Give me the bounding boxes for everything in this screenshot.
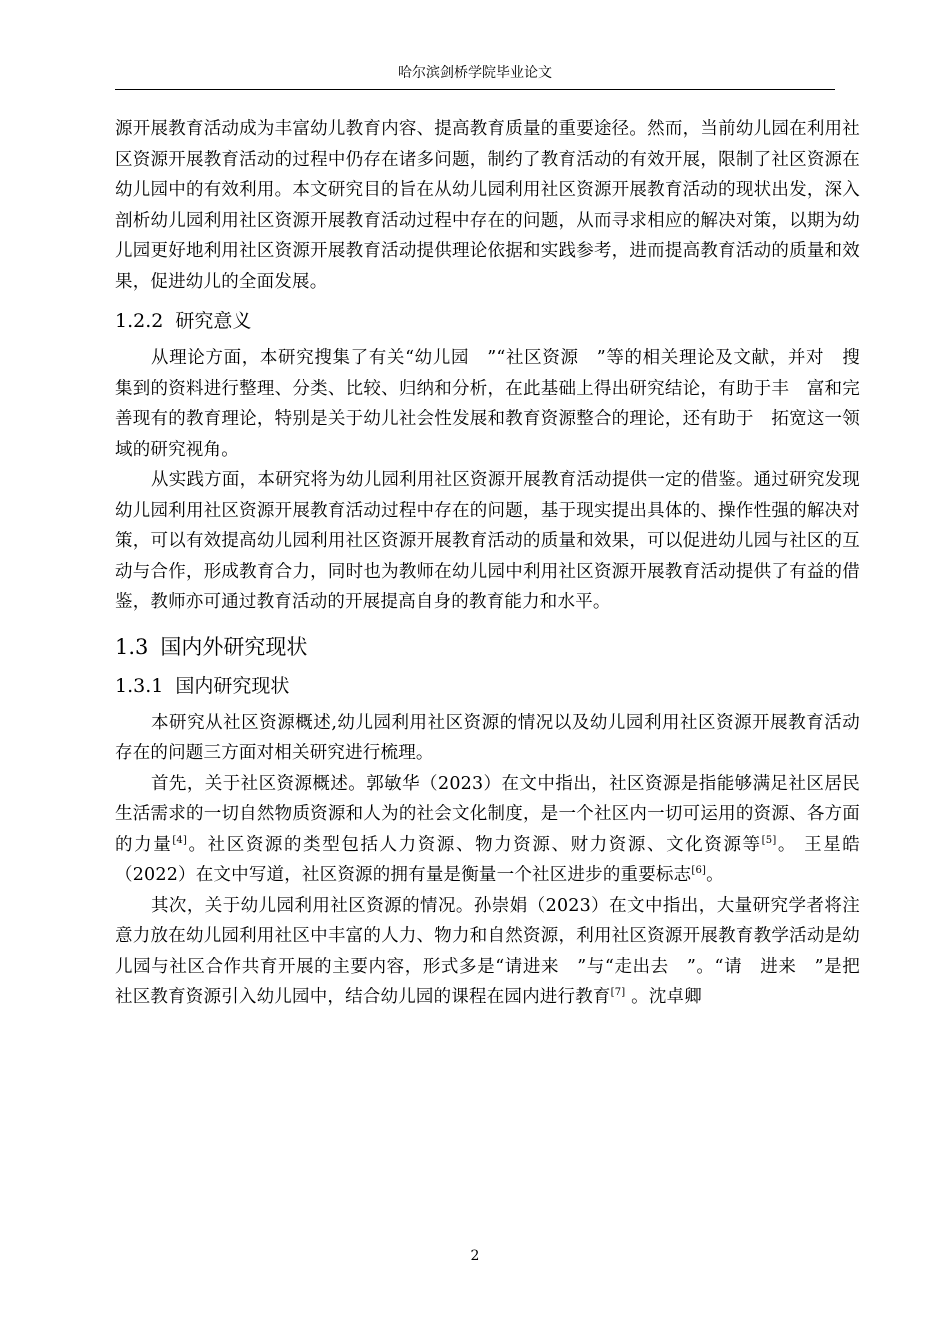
text-run: 。沈卓卿 — [625, 987, 702, 1007]
text-run: 。 — [706, 865, 724, 885]
paragraph-overview: 本研究从社区资源概述,幼儿园利用社区资源的情况以及幼儿园利用社区资源开展教育活动存在的问题三方面对相关研究进行梳理。 — [115, 712, 860, 763]
heading-number: 1.3 — [115, 634, 149, 659]
paragraph-first — [115, 769, 860, 891]
heading-number: 1.3.1 — [115, 674, 164, 697]
citation-6: [6] — [691, 865, 707, 877]
paragraph-theory: 从理论方面，本研究搜集了有关“幼儿园 ”“社区资源 ”等的相关理论及文献，并对 搜集到的资料进行整理、分类、比较、归纳和分析，在此基础上得出研究结论，有助于丰 富和完善现有的教育理论，特别是关于幼儿社会性发展和教育资源整合的理论，还有助于 拓宽这一领域的研究视角。 — [115, 348, 860, 460]
heading-1-3-1 — [115, 672, 860, 700]
heading-1-3 — [115, 632, 860, 662]
heading-title: 研究意义 — [175, 310, 252, 332]
heading-title: 国内研究现状 — [175, 674, 290, 697]
page-number: 2 — [470, 1248, 480, 1264]
text-run: 。 王星皓（2022）在文中写道，社区资源的拥有量是衡量一个社区进步的重要标志 — [115, 834, 861, 885]
citation-7: [7] — [610, 987, 626, 999]
paragraph-second — [115, 891, 860, 1013]
citation-4: [4] — [172, 834, 188, 846]
heading-number: 1.2.2 — [115, 310, 164, 332]
text-run: 。社区资源的类型包括人力资源、物力资源、财力资源、文化资源等 — [187, 834, 762, 855]
document-body — [115, 114, 860, 1013]
text-run: 其次，关于幼儿园利用社区资源的情况。孙崇娟（2023）在文中指出，大量研究学者将注意力放在幼儿园利用社区中丰富的人力、物力和自然资源，利用社区资源开展教育教学活动是幼儿园与社区合作共育开展的主要内容，形式多是“请进来 ”与“走出去 ”。“请 进来 ”是把社区教育资源引入幼儿园中，结合幼儿园的课程在园内进行教育 — [115, 895, 860, 1007]
paragraph-practice: 从实践方面，本研究将为幼儿园利用社区资源开展教育活动提供一定的借鉴。通过研究发现幼儿园利用社区资源开展教育活动过程中存在的问题，基于现实提出具体的、操作性强的解决对策，可以有效提高幼儿园利用社区资源开展教育活动的质量和效果，可以促进幼儿园与社区的互动与合作，形成教育合力，同时也为教师在幼儿园中利用社区资源开展教育活动提供了有益的借鉴，教师亦可通过教育活动的开展提高自身的教育能力和水平。 — [115, 470, 860, 612]
page-header: 哈尔滨剑桥学院毕业论文 — [398, 65, 552, 81]
text-run: 首先，关于社区资源概述。郭敏华（2023）在文中指出，社区资源是指能够满足社区居民生活需求的一切自然物质资源和人为的社会文化制度，是一个社区内一切可运用的资源、各方面的力量 — [115, 773, 860, 855]
heading-1-2-2 — [115, 307, 860, 335]
citation-5: [5] — [761, 834, 777, 846]
header-divider — [115, 89, 835, 90]
paragraph-intro-continued: 源开展教育活动成为丰富幼儿教育内容、提高教育质量的重要途径。然而，当前幼儿园在利用社区资源开展教育活动的过程中仍存在诸多问题，制约了教育活动的有效开展，限制了社区资源在幼儿园中的有效利用。本文研究目的旨在从幼儿园利用社区资源开展教育活动的现状出发，深入剖析幼儿园利用社区资源开展教育活动过程中存在的问题，从而寻求相应的解决对策，以期为幼儿园更好地利用社区资源开展教育活动提供理论依据和实践参考，进而提高教育活动的质量和效果，促进幼儿的全面发展。 — [115, 119, 860, 292]
heading-title: 国内外研究现状 — [160, 634, 308, 659]
